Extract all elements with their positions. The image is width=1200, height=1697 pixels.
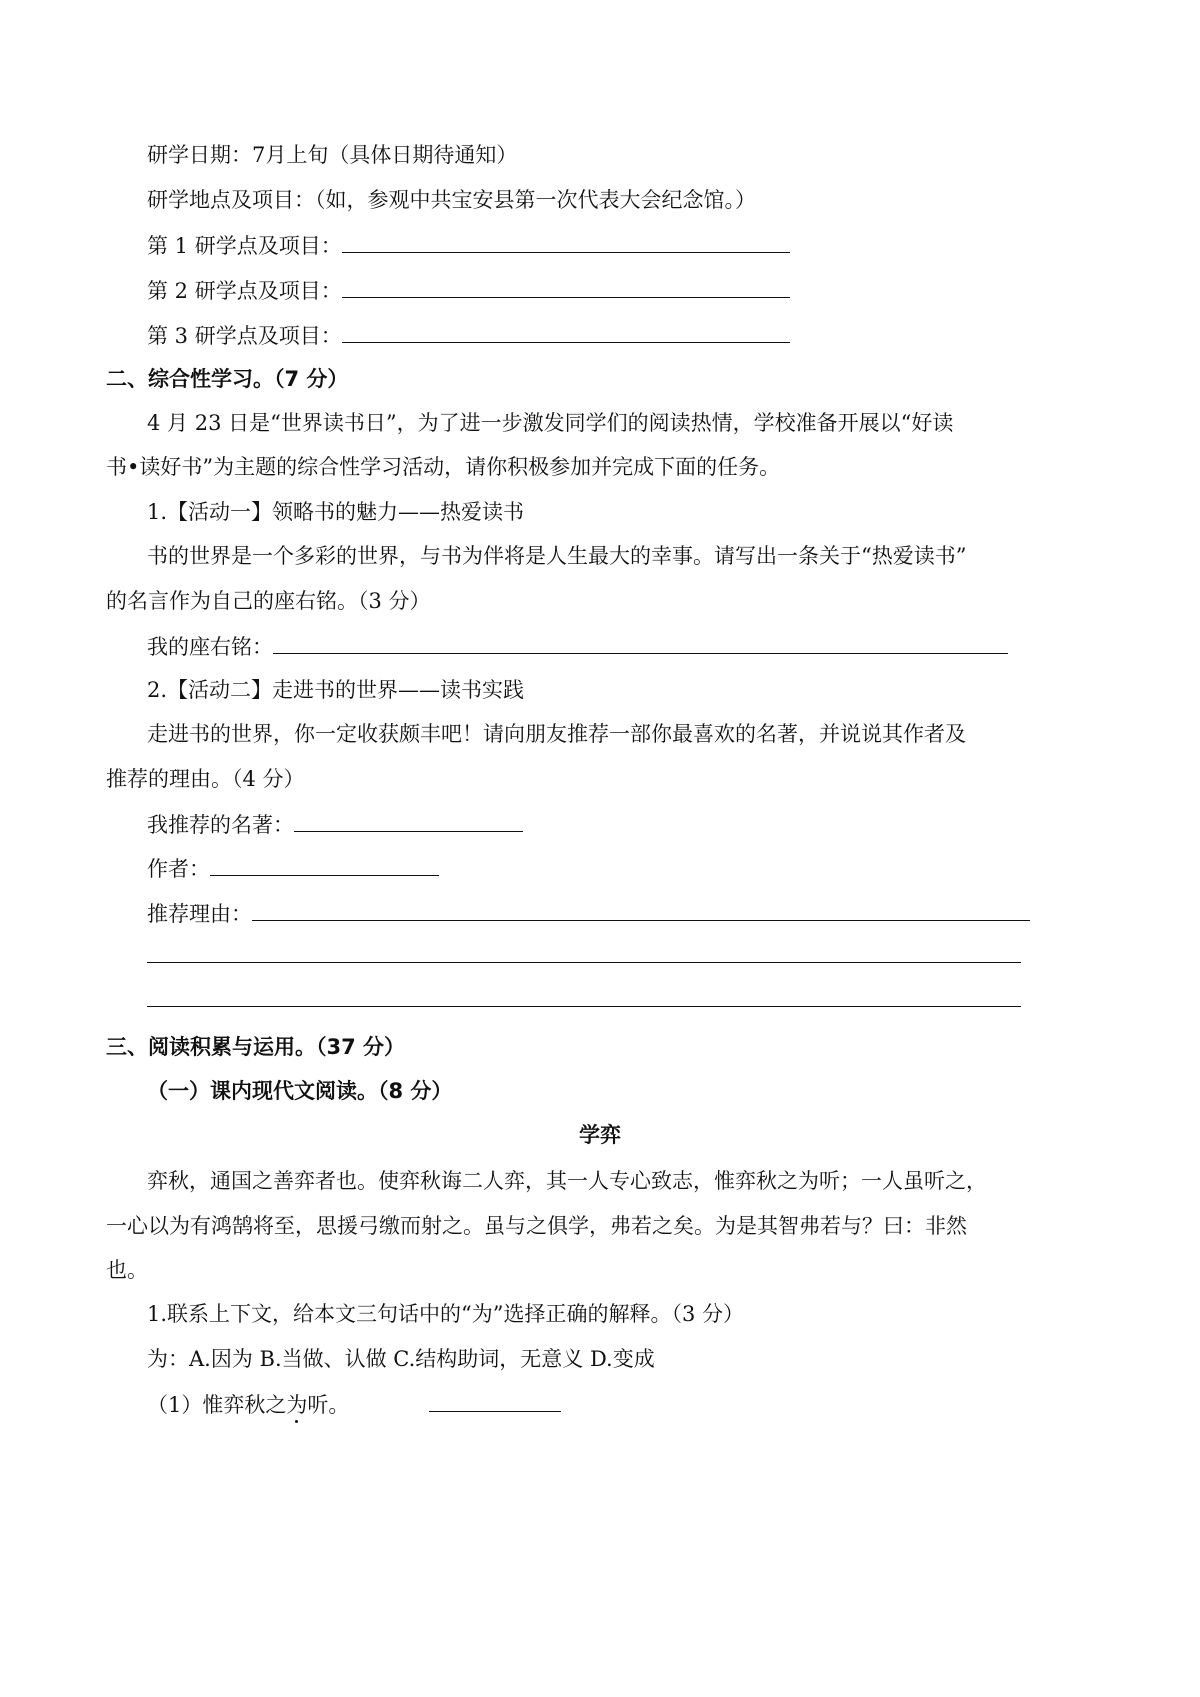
- activity2-title: 2.【活动二】走进书的世界——读书实践: [147, 678, 525, 702]
- research-place: 研学地点及项目：（如，参观中共宝安县第一次代表大会纪念馆。）: [147, 188, 756, 212]
- research-point-3-label: 第 3 研学点及项目：: [147, 324, 342, 348]
- research-point-2-blank[interactable]: [342, 275, 790, 298]
- question1-item1-suffix: 听。: [307, 1393, 350, 1417]
- reason-blank-2[interactable]: [147, 962, 1021, 963]
- research-point-2: [147, 275, 790, 306]
- section3-subheading: （一）课内现代文阅读。（8 分）: [147, 1079, 453, 1103]
- activity1-title: 1.【活动一】领略书的魅力——热爱读书: [147, 500, 525, 524]
- section2-heading: 二、综合性学习。（7 分）: [106, 367, 349, 391]
- reason-label: 推荐理由：: [147, 902, 252, 926]
- question1: 1.联系上下文，给本文三句话中的“为”选择正确的解释。（3 分）: [147, 1302, 745, 1326]
- passage-line1: 弈秋，通国之善弈者也。使弈秋诲二人弈，其一人专心致志，惟弈秋之为听；一人虽听之，: [147, 1169, 987, 1193]
- book-row: [147, 809, 523, 840]
- question1-item1-emphasis: 为: [286, 1393, 308, 1417]
- activity1-text-line1: 书的世界是一个多彩的世界，与书为伴将是人生最大的幸事。请写出一条关于“热爱读书”: [147, 544, 967, 568]
- research-point-3-blank[interactable]: [342, 320, 790, 343]
- passage-title: 学弈: [579, 1123, 621, 1147]
- research-point-1-label: 第 1 研学点及项目：: [147, 234, 342, 258]
- book-label: 我推荐的名著：: [147, 813, 294, 837]
- passage-line2: 一心以为有鸿鹄将至，思援弓缴而射之。虽与之俱学，弗若之矣。为是其智弗若与？曰：非然: [106, 1214, 967, 1238]
- research-point-3: [147, 320, 790, 351]
- section3-heading: 三、阅读积累与运用。（37 分）: [106, 1035, 406, 1059]
- section2-intro-line1: 4 月 23 日是“世界读书日”，为了进一步激发同学们的阅读热情，学校准备开展以“好读: [147, 411, 954, 435]
- question1-item1: [147, 1389, 561, 1420]
- author-row: [147, 853, 439, 884]
- motto-blank[interactable]: [273, 631, 1008, 654]
- question1-item1-prefix: （1）惟弈秋之: [147, 1393, 287, 1417]
- research-point-1-blank[interactable]: [342, 230, 790, 253]
- question1-options: 为：A.因为 B.当做、认做 C.结构助词，无意义 D.变成: [147, 1347, 655, 1371]
- section2-intro-line2: 书•读好书”为主题的综合性学习活动，请你积极参加并完成下面的任务。: [106, 455, 781, 479]
- passage-line3: 也。: [106, 1258, 148, 1282]
- motto-label: 我的座右铭：: [147, 635, 273, 659]
- research-point-1: [147, 230, 790, 261]
- reason-blank-3[interactable]: [147, 1006, 1021, 1007]
- author-label: 作者：: [147, 857, 210, 881]
- author-blank[interactable]: [210, 853, 439, 876]
- reason-blank-1[interactable]: [252, 898, 1030, 921]
- activity2-text-line2: 推荐的理由。（4 分）: [106, 767, 305, 791]
- motto-row: [147, 631, 1008, 662]
- reason-row: [147, 898, 1030, 929]
- activity1-text-line2: 的名言作为自己的座右铭。（3 分）: [106, 589, 431, 613]
- activity2-text-line1: 走进书的世界，你一定收获颇丰吧！请向朋友推荐一部你最喜欢的名著，并说说其作者及: [147, 722, 966, 746]
- question1-item1-blank[interactable]: [429, 1389, 561, 1412]
- book-blank[interactable]: [294, 809, 523, 832]
- research-point-2-label: 第 2 研学点及项目：: [147, 279, 342, 303]
- research-date: 研学日期：7月上旬（具体日期待通知）: [147, 143, 518, 167]
